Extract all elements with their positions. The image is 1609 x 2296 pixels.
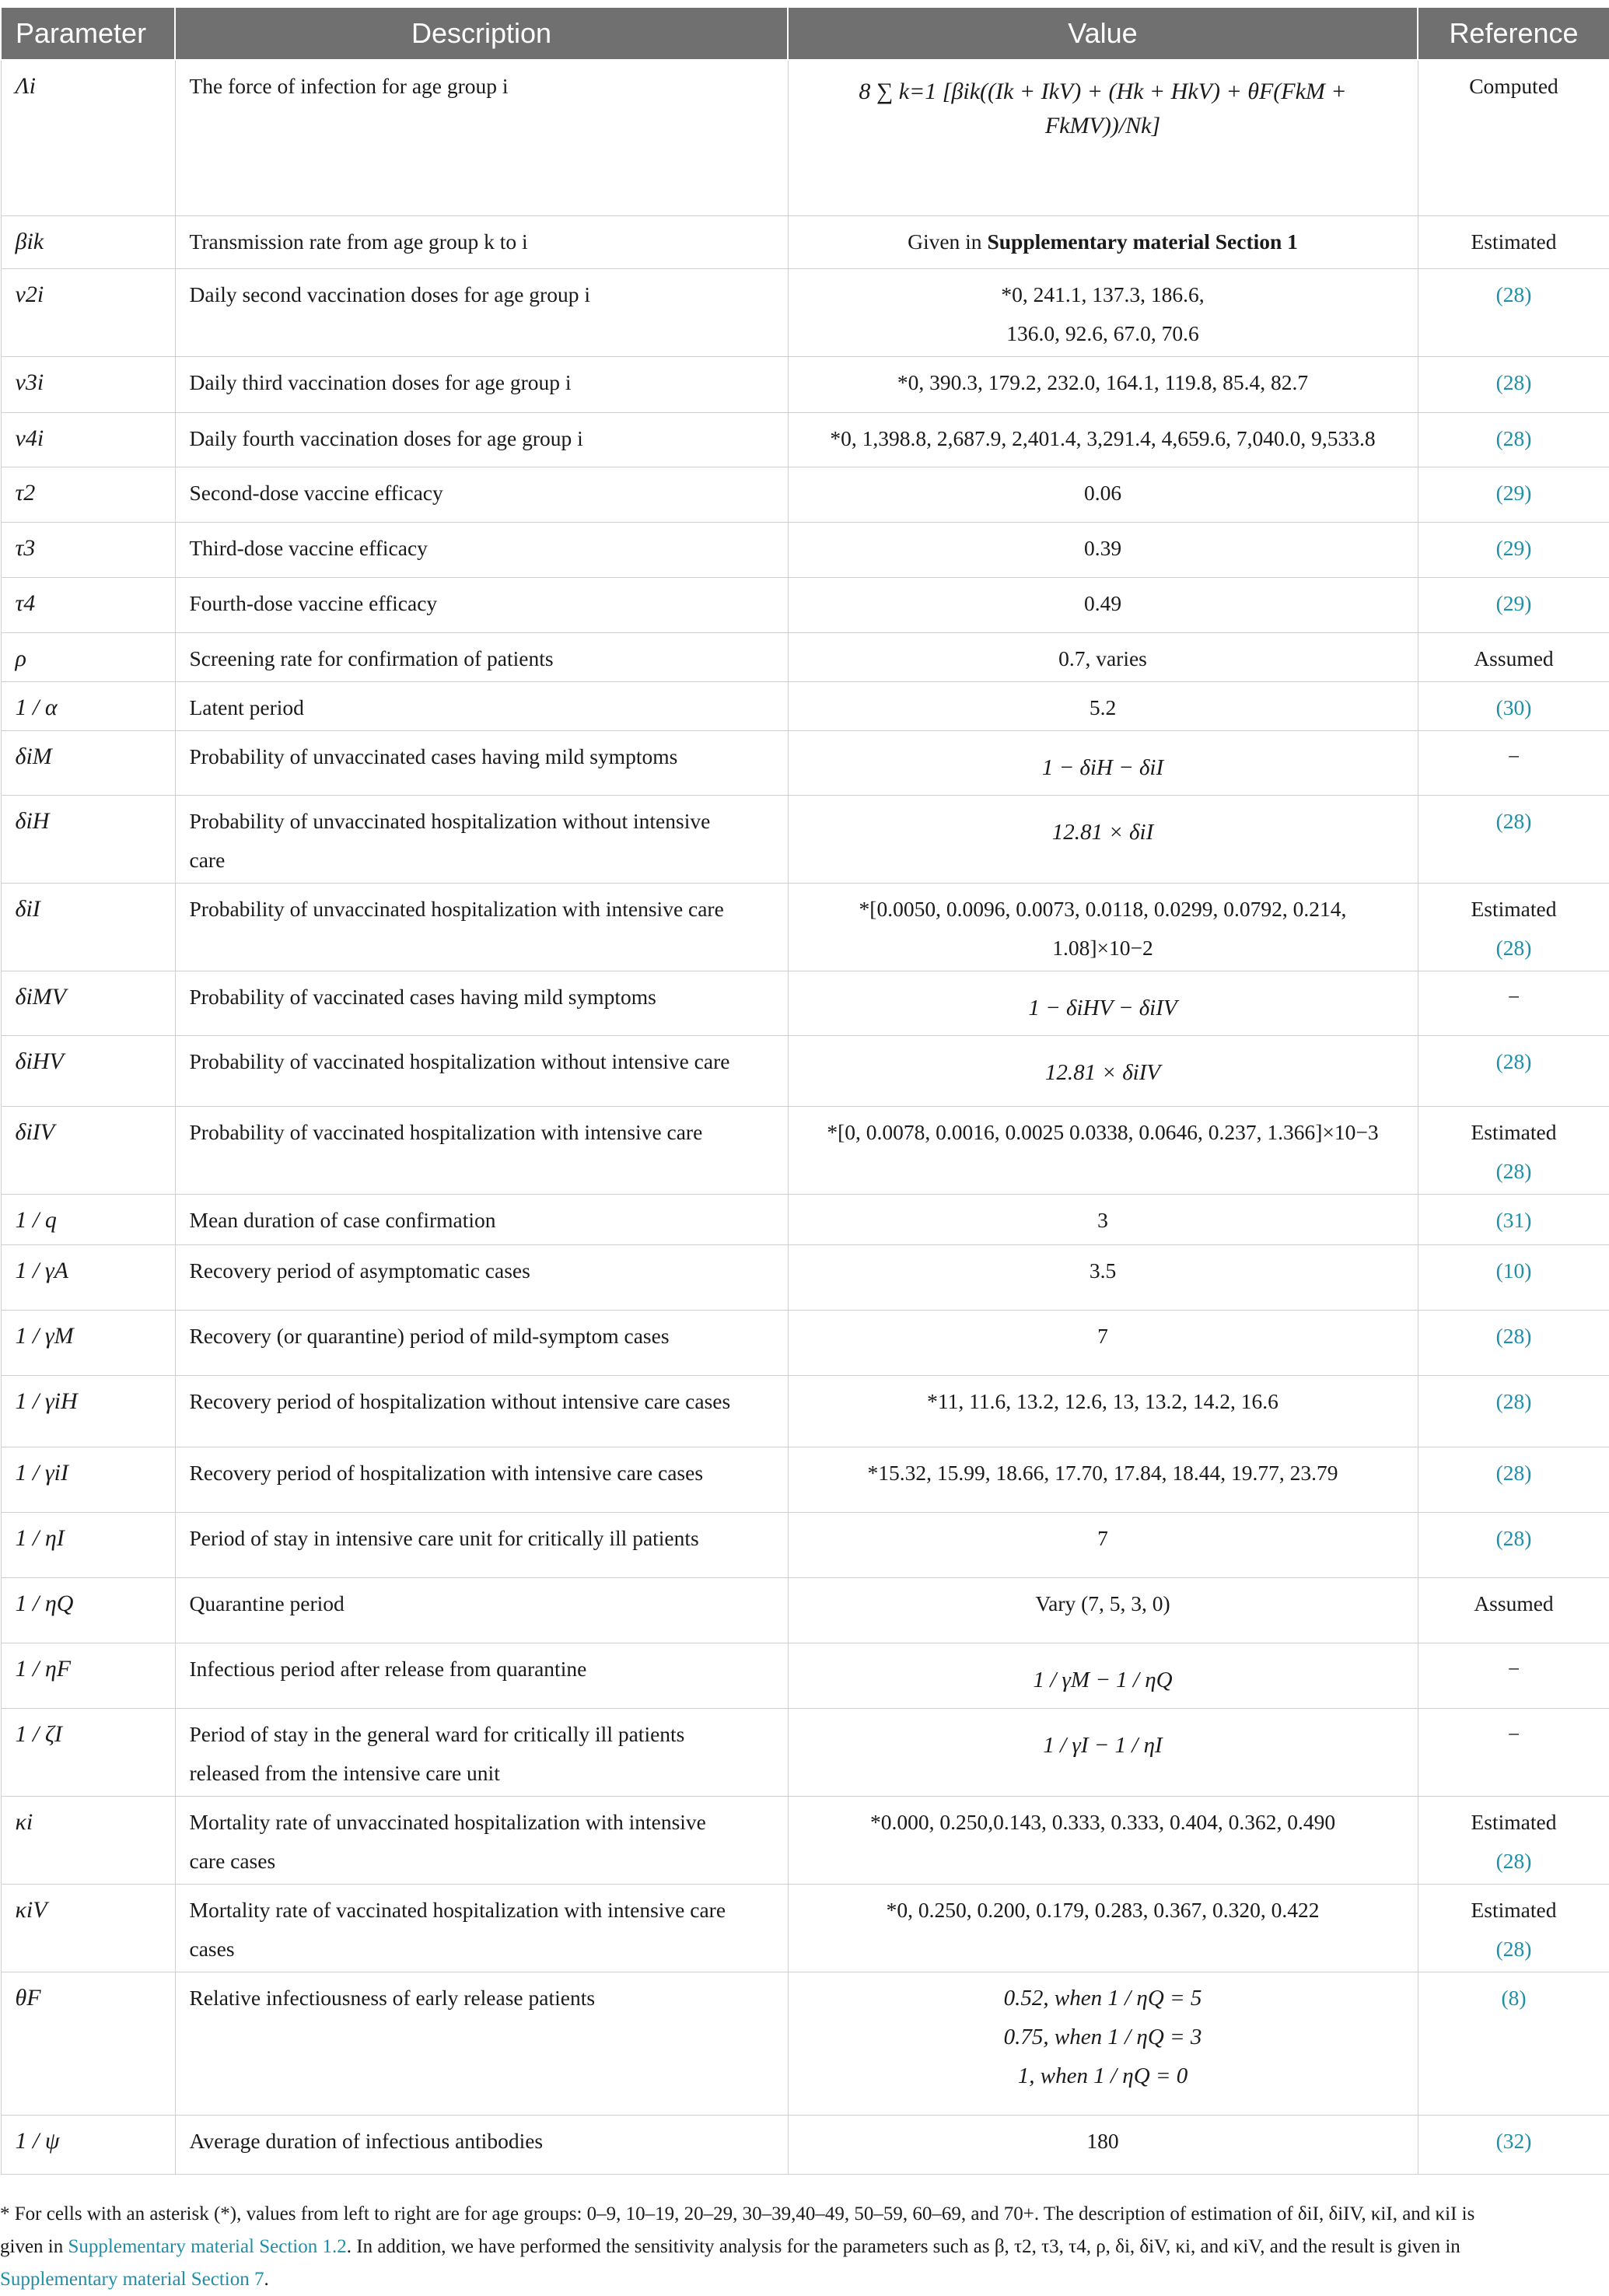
description-text: Latent period (189, 695, 304, 719)
description-text-line2: care (189, 847, 226, 872)
value-cell (788, 730, 1418, 795)
header-value: Value (788, 8, 1418, 60)
value-cell (788, 2115, 1418, 2174)
description-cell (175, 1708, 788, 1796)
parameter-cell: 1 / γiI (1, 1447, 175, 1512)
reference-link[interactable]: (28) (1495, 1048, 1532, 1073)
value-text: 180 (1086, 2128, 1119, 2153)
table-row (1, 1796, 1609, 1884)
value-text-line3: 1, when 1 / ηQ = 0 (1017, 2063, 1188, 2088)
table-row (1, 1194, 1609, 1244)
value-text: 1 − δiHV − δiIV (1028, 995, 1177, 1020)
table-row (1, 1375, 1609, 1447)
value-text: *[0, 0.0078, 0.0016, 0.0025 0.0338, 0.0646, 0.237, 1.366]×10−3 (827, 1119, 1379, 1144)
value-cell (788, 1106, 1418, 1194)
value-text: *[0.0050, 0.0096, 0.0073, 0.0118, 0.0299, 0.0792, 0.214, (859, 896, 1347, 921)
value-text-line2: 136.0, 92.6, 67.0, 70.6 (1006, 320, 1199, 345)
value-text-line2: 1.08]×10−2 (1052, 935, 1153, 960)
footnote-text-1: * For cells with an asterisk (*), values from left to right are for age groups: 0–9, 10–19, 20–29, 30–39,40–49, 50–59, 60–69, and 70+. The description of estimation of δiI, δiIV, κiI, and κiI is (0, 2203, 1475, 2224)
value-text: *11, 11.6, 13.2, 12.6, 13, 13.2, 14.2, 16.6 (927, 1388, 1278, 1413)
reference-cell (1418, 971, 1609, 1035)
value-text: Vary (7, 5, 3, 0) (1035, 1591, 1170, 1615)
parameter-cell: κiV (1, 1884, 175, 1972)
reference-cell (1418, 1796, 1609, 1884)
description-cell (175, 522, 788, 577)
reference-cell (1418, 60, 1609, 215)
value-cell (788, 1447, 1418, 1512)
reference-cell (1418, 1512, 1609, 1577)
table-row (1, 215, 1609, 268)
parameter-table (0, 8, 1609, 2175)
description-cell (175, 883, 788, 971)
description-text: Quarantine period (189, 1591, 345, 1615)
reference-text: − (1507, 984, 1520, 1009)
parameter-cell: δiIV (1, 1106, 175, 1194)
description-text: Mortality rate of vaccinated hospitalization with intensive care (189, 1897, 726, 1922)
description-text: Average duration of infectious antibodies (189, 2128, 544, 2153)
parameter-cell: 1 / ηQ (1, 1577, 175, 1643)
parameter-cell: 1 / q (1, 1194, 175, 1244)
description-text: Screening rate for confirmation of patients (189, 646, 554, 670)
description-cell (175, 1512, 788, 1577)
supplementary-link-7[interactable]: Supplementary material Section 7 (0, 2268, 264, 2290)
description-cell (175, 1447, 788, 1512)
reference-link[interactable]: (28) (1495, 369, 1532, 394)
reference-link[interactable]: (10) (1495, 1258, 1532, 1283)
reference-cell (1418, 1643, 1609, 1708)
description-cell (175, 215, 788, 268)
value-text: 3.5 (1089, 1258, 1117, 1283)
table-header-row (1, 8, 1609, 60)
footnote-text-2a: given in (0, 2235, 68, 2257)
description-text: Recovery (or quarantine) period of mild-symptom cases (189, 1323, 670, 1348)
reference-cell (1418, 1884, 1609, 1972)
value-cell (788, 1035, 1418, 1106)
table-row (1, 60, 1609, 215)
reference-link[interactable]: (28) (1495, 1525, 1532, 1550)
reference-cell (1418, 215, 1609, 268)
description-text: Probability of vaccinated cases having mild symptoms (189, 984, 656, 1009)
description-cell (175, 467, 788, 522)
value-text: Given in (908, 229, 988, 254)
value-text: *0.000, 0.250,0.143, 0.333, 0.333, 0.404, 0.362, 0.490 (869, 1809, 1336, 1834)
description-text: Probability of unvaccinated hospitalization with intensive care (189, 896, 724, 921)
reference-text: Assumed (1474, 1591, 1554, 1615)
table-row (1, 1577, 1609, 1643)
description-cell (175, 1106, 788, 1194)
reference-link[interactable]: (29) (1495, 590, 1532, 615)
description-cell (175, 1194, 788, 1244)
value-cell (788, 632, 1418, 681)
reference-link[interactable]: (28) (1495, 1323, 1532, 1348)
parameter-cell: δiH (1, 795, 175, 883)
reference-cell (1418, 1244, 1609, 1310)
description-text-line2: care cases (189, 1848, 276, 1873)
parameter-cell: τ4 (1, 577, 175, 632)
reference-cell (1418, 1708, 1609, 1796)
description-cell (175, 1577, 788, 1643)
parameter-cell: Λi (1, 60, 175, 215)
table-row (1, 1310, 1609, 1375)
table-row (1, 1884, 1609, 1972)
value-text: *0, 0.250, 0.200, 0.179, 0.283, 0.367, 0.320, 0.422 (886, 1897, 1320, 1922)
value-cell (788, 467, 1418, 522)
description-text: Recovery period of hospitalization without intensive care cases (189, 1388, 731, 1413)
value-cell (788, 1972, 1418, 2115)
reference-cell (1418, 730, 1609, 795)
reference-link[interactable]: (8) (1501, 1985, 1527, 2010)
reference-cell (1418, 2115, 1609, 2174)
value-text: 1 / γM − 1 / ηQ (1033, 1667, 1173, 1692)
reference-text: Estimated (1471, 229, 1557, 254)
description-text: Daily third vaccination doses for age group i (189, 369, 572, 394)
value-text: 8 ∑ k=1 [βik((Ik + IkV) + (Hk + HkV) + θF(FkM + FkMV))/Nk] (859, 79, 1347, 138)
parameter-cell: δiHV (1, 1035, 175, 1106)
reference-cell (1418, 681, 1609, 730)
table-row (1, 522, 1609, 577)
parameter-cell: 1 / ζI (1, 1708, 175, 1796)
parameter-cell: 1 / ηI (1, 1512, 175, 1577)
value-cell (788, 412, 1418, 467)
reference-link[interactable]: (28) (1495, 808, 1532, 833)
reference-cell (1418, 1106, 1609, 1194)
parameter-cell: δiI (1, 883, 175, 971)
table-row (1, 467, 1609, 522)
reference-text: Estimated (1471, 1119, 1557, 1144)
reference-text: − (1507, 1656, 1520, 1681)
description-text: Mean duration of case confirmation (189, 1207, 496, 1232)
reference-link[interactable]: (28) (1495, 1936, 1532, 1961)
description-cell (175, 268, 788, 356)
value-text: 1 − δiH − δiI (1041, 754, 1164, 780)
value-text: *0, 241.1, 137.3, 186.6, (1001, 282, 1205, 306)
description-cell (175, 1796, 788, 1884)
description-cell (175, 730, 788, 795)
value-cell (788, 1884, 1418, 1972)
description-text: The force of infection for age group i (189, 74, 509, 98)
parameter-cell: θF (1, 1972, 175, 2115)
value-text: 5.2 (1089, 695, 1117, 719)
table-row (1, 730, 1609, 795)
parameter-cell: 1 / ψ (1, 2115, 175, 2174)
description-cell (175, 681, 788, 730)
value-cell (788, 1796, 1418, 1884)
value-text: 0.7, varies (1058, 646, 1147, 670)
reference-text: Estimated (1471, 1809, 1557, 1834)
description-text: Period of stay in the general ward for critically ill patients (189, 1721, 685, 1746)
value-text: 3 (1097, 1207, 1108, 1232)
parameter-cell: δiM (1, 730, 175, 795)
parameter-cell: v4i (1, 412, 175, 467)
reference-link[interactable]: (28) (1495, 1388, 1532, 1413)
description-text-line2: released from the intensive care unit (189, 1760, 500, 1785)
table-row (1, 681, 1609, 730)
description-text: Daily second vaccination doses for age group i (189, 282, 590, 306)
value-cell (788, 215, 1418, 268)
reference-cell (1418, 412, 1609, 467)
value-text: *15.32, 15.99, 18.66, 17.70, 17.84, 18.44, 19.77, 23.79 (867, 1460, 1338, 1485)
reference-text: − (1507, 1721, 1520, 1746)
parameter-cell: 1 / γM (1, 1310, 175, 1375)
reference-cell (1418, 356, 1609, 412)
table-row (1, 1972, 1609, 2115)
value-text: *0, 390.3, 179.2, 232.0, 164.1, 119.8, 85.4, 82.7 (897, 369, 1309, 394)
value-text: *0, 1,398.8, 2,687.9, 2,401.4, 3,291.4, 4,659.6, 7,040.0, 9,533.8 (830, 425, 1376, 450)
reference-cell (1418, 522, 1609, 577)
reference-cell (1418, 1375, 1609, 1447)
description-cell (175, 577, 788, 632)
table-row (1, 412, 1609, 467)
table-row (1, 1512, 1609, 1577)
value-cell (788, 1512, 1418, 1577)
reference-text: − (1507, 744, 1520, 768)
header-description: Description (175, 8, 788, 60)
parameter-cell: 1 / ηF (1, 1643, 175, 1708)
reference-text: Estimated (1471, 896, 1557, 921)
reference-link[interactable]: (28) (1495, 1848, 1532, 1873)
description-text: Fourth-dose vaccine efficacy (189, 590, 438, 615)
description-text: Recovery period of asymptomatic cases (189, 1258, 530, 1283)
parameter-cell: δiMV (1, 971, 175, 1035)
description-cell (175, 632, 788, 681)
parameter-cell: βik (1, 215, 175, 268)
value-cell (788, 883, 1418, 971)
description-text: Mortality rate of unvaccinated hospitalization with intensive (189, 1809, 706, 1834)
reference-link[interactable]: (28) (1495, 935, 1532, 960)
value-text: 0.06 (1083, 480, 1122, 505)
description-text: Probability of vaccinated hospitalization with intensive care (189, 1119, 703, 1144)
reference-link[interactable]: (28) (1495, 282, 1532, 306)
value-cell (788, 522, 1418, 577)
description-cell (175, 1375, 788, 1447)
value-cell (788, 1310, 1418, 1375)
reference-cell (1418, 632, 1609, 681)
description-text: Relative infectiousness of early release patients (189, 1985, 596, 2010)
description-cell (175, 60, 788, 215)
parameter-cell: τ3 (1, 522, 175, 577)
description-cell (175, 795, 788, 883)
value-cell (788, 795, 1418, 883)
description-text: Second-dose vaccine efficacy (189, 480, 443, 505)
value-cell (788, 1643, 1418, 1708)
description-cell (175, 1244, 788, 1310)
description-cell (175, 412, 788, 467)
parameter-cell: 1 / α (1, 681, 175, 730)
reference-link[interactable]: (28) (1495, 1460, 1532, 1485)
description-cell (175, 1972, 788, 2115)
reference-cell (1418, 577, 1609, 632)
table-row (1, 795, 1609, 883)
description-text: Recovery period of hospitalization with intensive care cases (189, 1460, 704, 1485)
table-row (1, 1708, 1609, 1796)
reference-cell (1418, 795, 1609, 883)
reference-link[interactable]: (28) (1495, 425, 1532, 450)
value-text: 7 (1097, 1323, 1108, 1348)
description-cell (175, 1310, 788, 1375)
header-parameter: Parameter (1, 8, 175, 60)
description-cell (175, 1884, 788, 1972)
reference-cell (1418, 1972, 1609, 2115)
parameter-cell: ρ (1, 632, 175, 681)
parameter-cell: 1 / γiH (1, 1375, 175, 1447)
footnote-text-2b: . In addition, we have performed the sensitivity analysis for the parameters such as β, τ2, τ3, τ4, ρ, δi, δiV, κi, and κiV, and the result is given in (346, 2235, 1460, 2257)
description-text: Third-dose vaccine efficacy (189, 535, 428, 560)
reference-link[interactable]: (29) (1495, 480, 1532, 505)
value-cell (788, 971, 1418, 1035)
parameter-cell: v3i (1, 356, 175, 412)
value-text: 12.81 × δiI (1051, 819, 1154, 845)
value-text: 1 / γI − 1 / ηI (1043, 1732, 1163, 1758)
table-row (1, 356, 1609, 412)
table-body (1, 60, 1609, 2174)
value-cell (788, 1708, 1418, 1796)
reference-text: Assumed (1474, 646, 1554, 670)
description-text: Probability of vaccinated hospitalization without intensive care (189, 1048, 730, 1073)
table-row (1, 883, 1609, 971)
reference-link[interactable]: (28) (1495, 1158, 1532, 1183)
value-cell (788, 1244, 1418, 1310)
description-text: Probability of unvaccinated hospitalization without intensive (189, 808, 711, 833)
value-text-line2: 0.75, when 1 / ηQ = 3 (1003, 2024, 1202, 2049)
description-text: Period of stay in intensive care unit for critically ill patients (189, 1525, 699, 1550)
value-cell (788, 1577, 1418, 1643)
value-cell (788, 1194, 1418, 1244)
description-text: Probability of unvaccinated cases having mild symptoms (189, 744, 678, 768)
reference-cell (1418, 1310, 1609, 1375)
table-row (1, 1643, 1609, 1708)
parameter-cell: κi (1, 1796, 175, 1884)
supplementary-reference: Supplementary material Section 1 (987, 229, 1298, 254)
reference-cell (1418, 1577, 1609, 1643)
description-text: Daily fourth vaccination doses for age group i (189, 425, 583, 450)
table-row (1, 1244, 1609, 1310)
reference-link[interactable]: (32) (1495, 2128, 1532, 2153)
table-row (1, 268, 1609, 356)
reference-cell (1418, 1035, 1609, 1106)
description-cell (175, 2115, 788, 2174)
reference-cell (1418, 883, 1609, 971)
parameter-cell: 1 / γA (1, 1244, 175, 1310)
description-text: Transmission rate from age group k to i (189, 229, 528, 254)
description-cell (175, 356, 788, 412)
table-row (1, 632, 1609, 681)
supplementary-link-1-2[interactable]: Supplementary material Section 1.2 (68, 2235, 347, 2257)
parameter-cell: τ2 (1, 467, 175, 522)
description-text-line2: cases (189, 1936, 235, 1961)
table-row (1, 971, 1609, 1035)
description-cell (175, 1643, 788, 1708)
value-cell (788, 577, 1418, 632)
value-text: 0.39 (1083, 535, 1122, 560)
value-text: 7 (1097, 1525, 1108, 1550)
table-row (1, 1035, 1609, 1106)
reference-text: Computed (1469, 74, 1558, 98)
table-footnote (0, 2198, 1555, 2296)
reference-cell (1418, 268, 1609, 356)
reference-cell (1418, 1447, 1609, 1512)
parameter-cell: v2i (1, 268, 175, 356)
description-cell (175, 1035, 788, 1106)
table-row (1, 2115, 1609, 2174)
value-text: 0.49 (1083, 590, 1122, 615)
table-row (1, 1447, 1609, 1512)
value-cell (788, 681, 1418, 730)
value-text: 0.52, when 1 / ηQ = 5 (1003, 1985, 1202, 2011)
value-text: 12.81 × δiIV (1044, 1059, 1161, 1085)
value-cell (788, 356, 1418, 412)
reference-link[interactable]: (30) (1495, 695, 1532, 719)
reference-text: Estimated (1471, 1897, 1557, 1922)
footnote-text-3: . (264, 2268, 269, 2290)
description-text: Infectious period after release from quarantine (189, 1656, 587, 1681)
reference-cell (1418, 467, 1609, 522)
value-cell (788, 1375, 1418, 1447)
value-cell (788, 60, 1418, 215)
header-reference: Reference (1418, 8, 1609, 60)
table-row (1, 577, 1609, 632)
value-cell (788, 268, 1418, 356)
reference-cell (1418, 1194, 1609, 1244)
reference-link[interactable]: (31) (1495, 1207, 1532, 1232)
description-cell (175, 971, 788, 1035)
reference-link[interactable]: (29) (1495, 535, 1532, 560)
table-row (1, 1106, 1609, 1194)
